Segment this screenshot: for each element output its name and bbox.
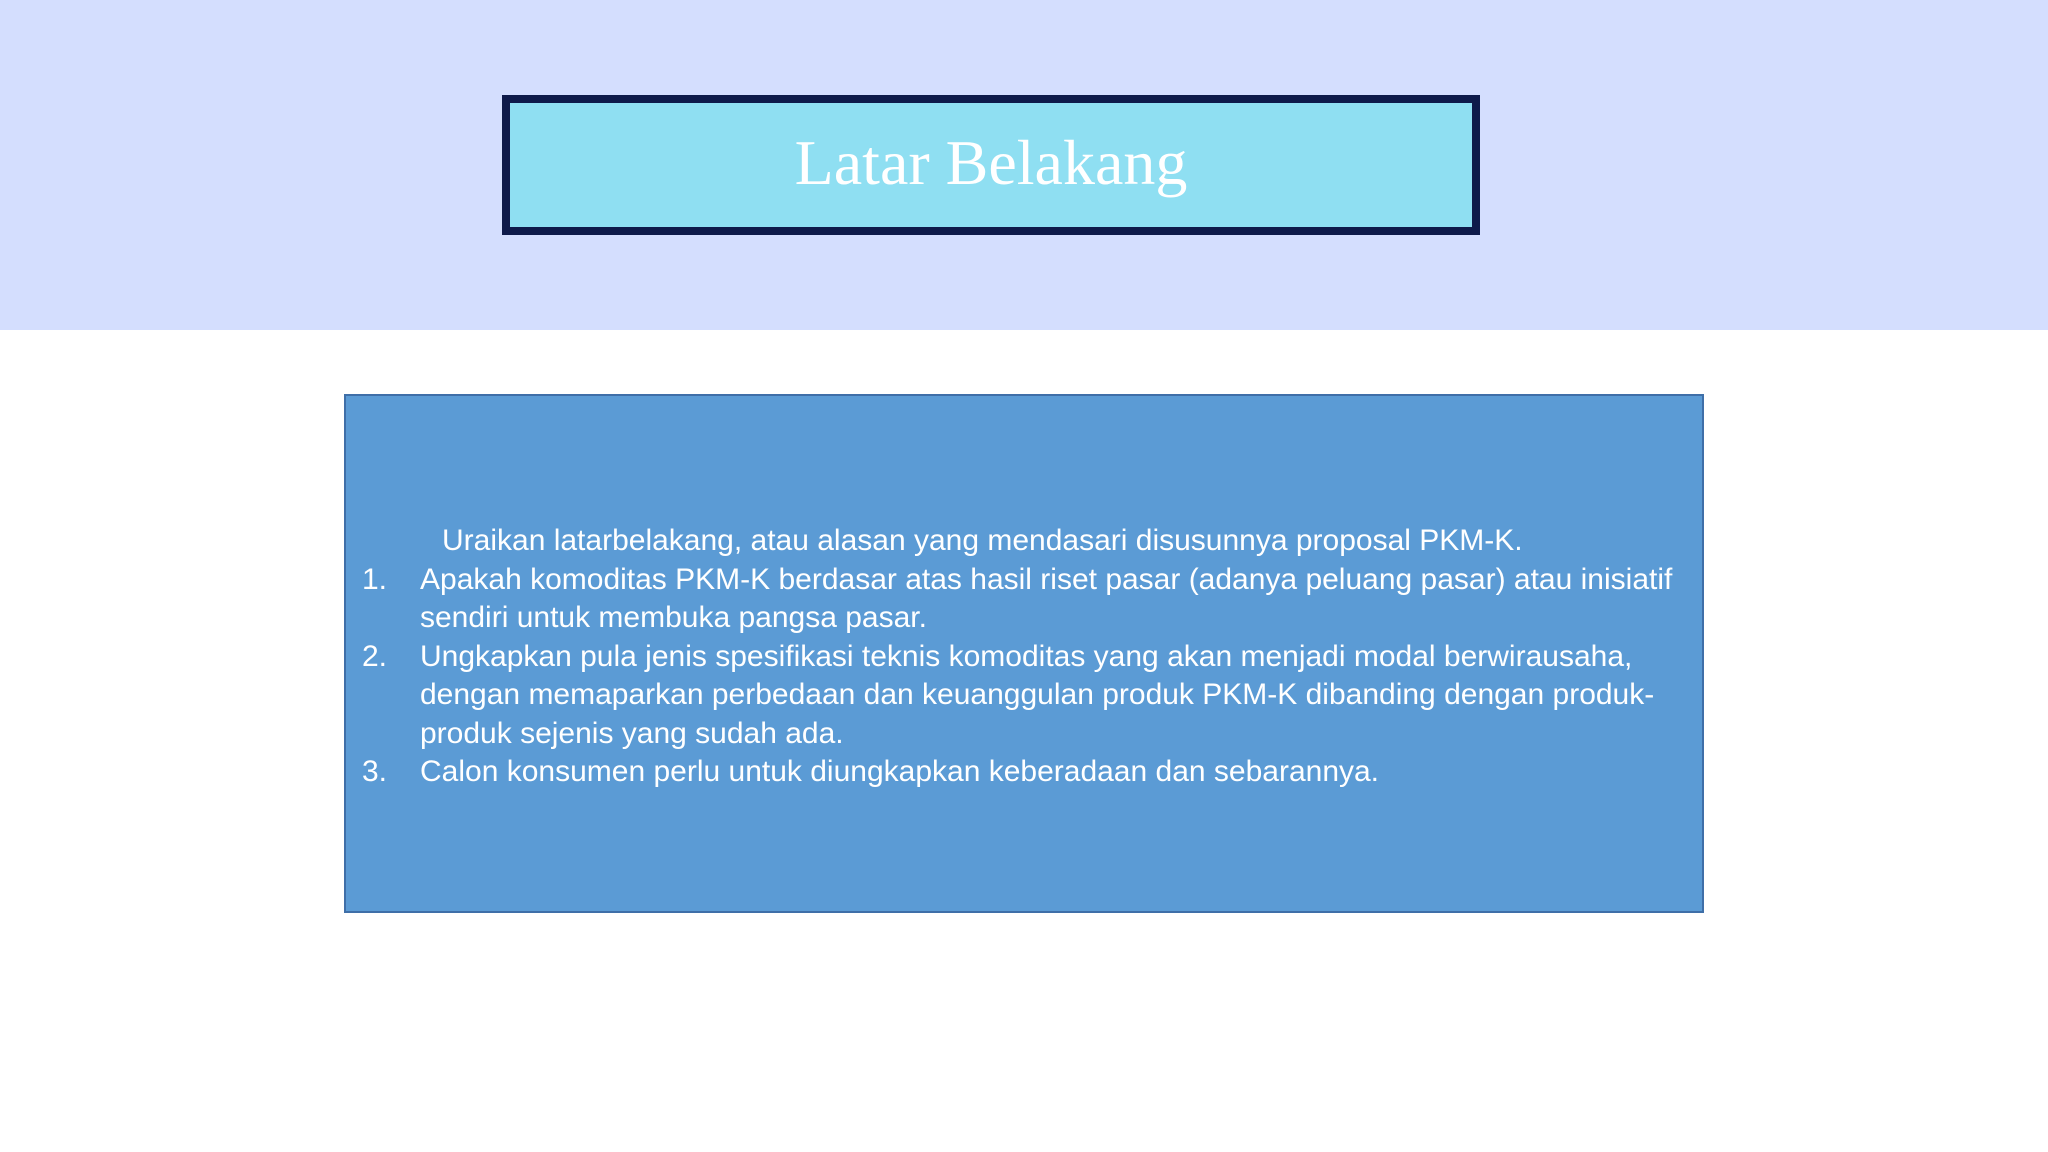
list-item-text: Ungkapkan pula jenis spesifikasi teknis komoditas yang akan menjadi modal berwirausaha, dengan memaparkan perbedaan dan keuanggulan produk PKM-K dibanding dengan produk-produk sejenis yang sudah ada. [420,639,1655,750]
list-item [360,753,1680,792]
list-number: 3. [362,755,388,788]
numbered-list [360,561,1680,792]
content-text [360,522,1680,792]
list-item-text: Apakah komoditas PKM-K berdasar atas hasil riset pasar (adanya peluang pasar) atau inisiatif sendiri untuk membuka pangsa pasar. [420,562,1673,634]
list-item [360,638,1680,754]
list-number: 1. [362,562,388,596]
slide-title: Latar Belakang [794,127,1188,198]
content-box [344,394,1704,913]
list-item-text: Calon konsumen perlu untuk diungkapkan keberadaan dan sebarannya. [420,755,1380,788]
intro-paragraph: Uraikan latarbelakang, atau alasan yang mendasari disusunnya proposal PKM-K. [442,524,1523,557]
title-box [502,95,1480,235]
list-item [360,561,1680,638]
list-number: 2. [362,639,388,673]
